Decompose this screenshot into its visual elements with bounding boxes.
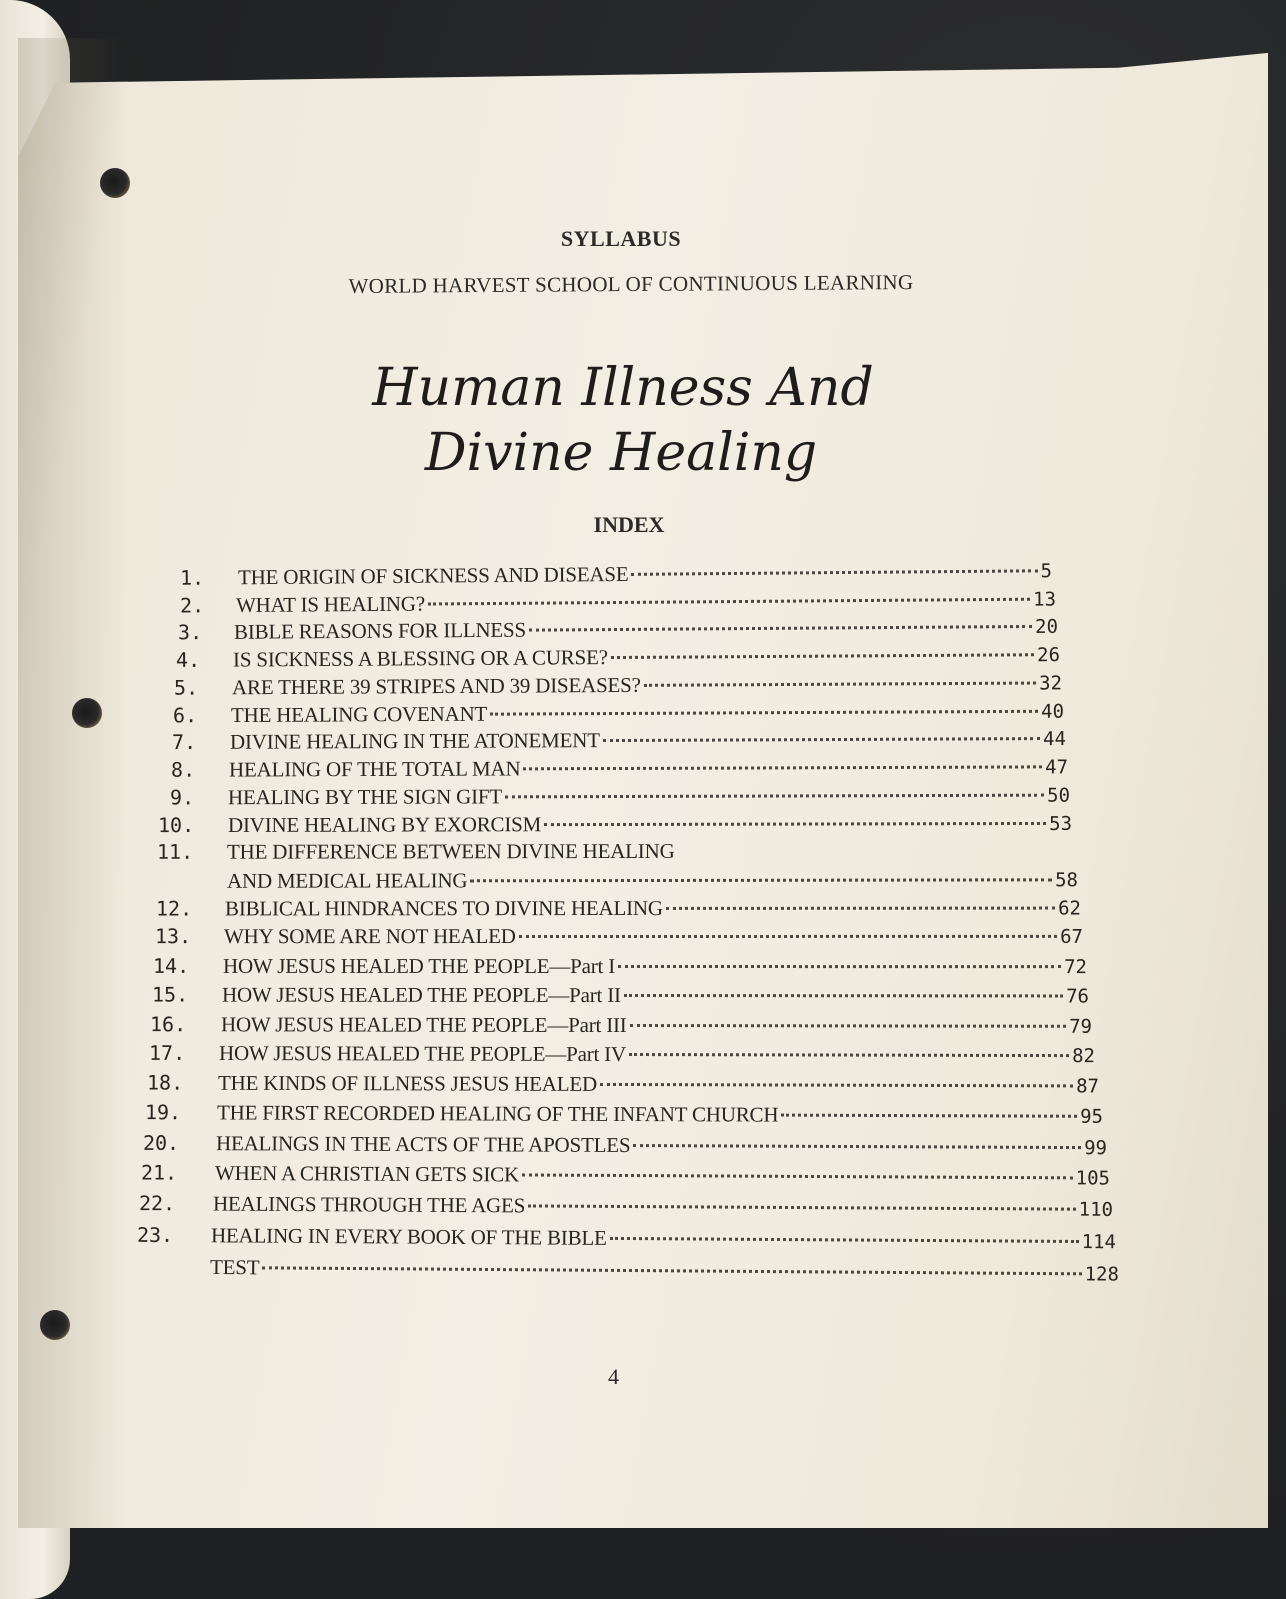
- toc-entry-title: THE HEALING COVENANT: [230, 701, 488, 728]
- toc-entry-number: 21.: [140, 1160, 178, 1185]
- toc-dot-leader: [631, 569, 1037, 576]
- toc-entry-page: 87: [1076, 1075, 1100, 1098]
- toc-entry: [153, 954, 1087, 979]
- toc-entry-page: 44: [1043, 727, 1067, 751]
- toc-entry: [157, 838, 1074, 865]
- toc-entry-page: 105: [1075, 1167, 1111, 1190]
- toc-entry-title: THE DIFFERENCE BETWEEN DIVINE HEALING: [226, 838, 675, 864]
- toc-entry-number: 10.: [157, 813, 195, 838]
- toc-entry-title: THE FIRST RECORDED HEALING OF THE INFANT CHURCH: [216, 1100, 779, 1127]
- toc-entry-number: 7.: [171, 729, 197, 755]
- toc-entry-number: 16.: [149, 1012, 187, 1037]
- toc-entry-title: HEALING OF THE TOTAL MAN: [228, 756, 521, 782]
- toc-dot-leader: [528, 1204, 1076, 1210]
- toc-entry-number: 20.: [142, 1130, 180, 1155]
- toc-entry-title: THE ORIGIN OF SICKNESS AND DISEASE: [237, 561, 629, 590]
- toc-entry: [170, 783, 1070, 811]
- toc-dot-leader: [490, 710, 1038, 716]
- toc-entry-title-line-2: AND MEDICAL HEALING: [226, 868, 468, 893]
- toc-entry-title: THE KINDS OF ILLNESS JESUS HEALED: [217, 1070, 598, 1096]
- toc-entry: [137, 1254, 1119, 1286]
- toc-dot-leader: [603, 737, 1040, 742]
- toc-entry: [172, 726, 1066, 755]
- toc-entry-title: IS SICKNESS A BLESSING OR A CURSE?: [232, 645, 608, 672]
- toc-dot-leader: [522, 1173, 1073, 1179]
- toc-dot-leader: [529, 625, 1032, 632]
- toc-dot-leader: [470, 878, 1052, 882]
- toc-entry-number: 2.: [179, 593, 205, 618]
- toc-entry-number: 19.: [144, 1100, 182, 1125]
- toc-entry-page: 13: [1033, 588, 1057, 611]
- toc-entry-page: 95: [1080, 1105, 1104, 1128]
- toc-entry-page: 58: [1055, 869, 1079, 892]
- toc-entry: [147, 1071, 1099, 1099]
- toc-dot-leader: [666, 907, 1055, 910]
- toc-dot-leader: [262, 1266, 1081, 1275]
- toc-entry: [180, 586, 1056, 618]
- toc-entry: [176, 642, 1060, 673]
- toc-entry: [174, 670, 1062, 700]
- toc-entry: [141, 1160, 1110, 1190]
- toc-entry-number: 12.: [155, 896, 193, 921]
- toc-entry-title: ARE THERE 39 STRIPES AND 39 DISEASES?: [231, 672, 641, 700]
- toc-entry-page: 114: [1081, 1231, 1117, 1254]
- toc-dot-leader: [624, 994, 1063, 997]
- toc-entry-number: 1.: [179, 565, 205, 590]
- toc-entry-title: WHY SOME ARE NOT HEALED: [223, 924, 516, 949]
- toc-entry-number: 17.: [148, 1040, 186, 1065]
- toc-dot-leader: [600, 1083, 1073, 1087]
- toc-entry-continuation: [227, 867, 1078, 893]
- toc-dot-leader: [629, 1053, 1069, 1057]
- toc-entry-page: 32: [1039, 672, 1063, 695]
- toc-entry-title: HOW JESUS HEALED THE PEOPLE—Part IV: [218, 1041, 626, 1067]
- toc-dot-leader: [544, 822, 1046, 826]
- toc-entry-title: HEALINGS THROUGH THE AGES: [212, 1191, 526, 1218]
- toc-entry-page: 47: [1045, 756, 1069, 779]
- toc-entry-page: 62: [1058, 897, 1082, 920]
- toc-entry-number: [137, 1273, 210, 1274]
- toc-entry-number: 23.: [136, 1222, 174, 1247]
- toc-entry-page: 20: [1035, 615, 1059, 638]
- toc-entry-title: DIVINE HEALING IN THE ATONEMENT: [229, 728, 600, 754]
- toc-entry: [173, 699, 1064, 729]
- toc-entry-title: BIBLICAL HINDRANCES TO DIVINE HEALING: [224, 895, 663, 921]
- school-name: WORLD HARVEST SCHOOL OF CONTINUOUS LEARNING: [348, 270, 914, 298]
- toc-entry: [137, 1223, 1116, 1254]
- toc-dot-leader: [610, 1237, 1079, 1243]
- toc-entry: [150, 1012, 1092, 1039]
- toc-entry-page: 5: [1040, 560, 1053, 583]
- toc-entry-page: 50: [1047, 784, 1071, 807]
- toc-entry: [139, 1191, 1113, 1222]
- toc-entry: [171, 754, 1068, 782]
- page-number: 4: [608, 1364, 619, 1389]
- toc-entry: [178, 614, 1058, 645]
- toc-entry-number: 18.: [146, 1070, 184, 1095]
- toc-entry-title: HOW JESUS HEALED THE PEOPLE—Part III: [220, 1012, 627, 1038]
- toc-entry-page: 128: [1084, 1263, 1120, 1286]
- document-title-line-1: Human Illness And: [372, 358, 874, 418]
- toc-entry-number: 13.: [154, 924, 192, 949]
- toc-entry-number: 22.: [138, 1191, 176, 1216]
- toc-entry-number: 9.: [169, 785, 195, 810]
- toc-entry: [158, 811, 1072, 838]
- toc-entry-page: 67: [1060, 925, 1084, 948]
- toc-entry-title: BIBLE REASONS FOR ILLNESS: [233, 617, 527, 644]
- toc-entry-number: 11.: [156, 839, 194, 864]
- toc-entry-title: HEALING BY THE SIGN GIFT: [227, 784, 503, 810]
- toc-entry-number: 14.: [152, 953, 190, 978]
- toc-entry: [149, 1041, 1095, 1068]
- toc-dot-leader: [618, 965, 1061, 968]
- toc-entry-title: WHAT IS HEALING?: [235, 591, 425, 618]
- toc-entry-title: HEALINGS IN THE ACTS OF THE APOSTLES: [215, 1131, 631, 1158]
- syllabus-label: SYLLABUS: [560, 226, 682, 251]
- toc-entry-page: 79: [1069, 1015, 1093, 1038]
- toc-entry: [145, 1100, 1103, 1129]
- toc-entry-number: 3.: [177, 620, 203, 645]
- toc-dot-leader: [644, 682, 1036, 687]
- toc-entry-page: 26: [1037, 644, 1061, 667]
- toc-entry-page: 53: [1049, 812, 1073, 835]
- toc-entry-page: 99: [1084, 1137, 1108, 1160]
- toc-entry-title: DIVINE HEALING BY EXORCISM: [227, 812, 542, 837]
- toc-entry-page: 76: [1066, 985, 1090, 1008]
- toc-entry: [155, 924, 1083, 949]
- toc-entry-page: 82: [1072, 1045, 1096, 1068]
- index-heading: INDEX: [593, 512, 665, 537]
- toc-entry: [152, 983, 1089, 1009]
- toc-dot-leader: [519, 935, 1057, 938]
- toc-dot-leader: [781, 1114, 1077, 1118]
- toc-entry-page: 40: [1041, 700, 1065, 723]
- toc-entry-title: HEALING IN EVERY BOOK OF THE BIBLE: [210, 1223, 607, 1250]
- toc-entry-title: TEST: [209, 1254, 260, 1280]
- toc-entry-title: HOW JESUS HEALED THE PEOPLE—Part II: [221, 982, 621, 1008]
- toc-entry-page: 110: [1078, 1198, 1114, 1221]
- toc-entry-number: 4.: [175, 647, 201, 672]
- toc-entry-number: 5.: [173, 675, 199, 700]
- document-title-line-2: Divine Healing: [424, 423, 818, 483]
- toc-entry: [156, 896, 1081, 922]
- toc-dot-leader: [505, 794, 1044, 799]
- toc-dot-leader: [630, 1024, 1067, 1028]
- toc-dot-leader: [428, 598, 1030, 606]
- toc-entry: [143, 1131, 1107, 1160]
- toc-dot-leader: [611, 653, 1034, 659]
- toc-entry: [180, 558, 1052, 591]
- toc-entry-number: 8.: [170, 757, 196, 782]
- toc-entry-number: 6.: [172, 703, 198, 728]
- toc-entry-title: WHEN A CHRISTIAN GETS SICK: [214, 1160, 520, 1187]
- toc-dot-leader: [523, 765, 1042, 770]
- toc-dot-leader: [633, 1144, 1081, 1149]
- toc-entry-page: 72: [1064, 956, 1088, 979]
- toc-entry-number: 15.: [151, 982, 189, 1007]
- toc-entry-title: HOW JESUS HEALED THE PEOPLE—Part I: [222, 953, 616, 978]
